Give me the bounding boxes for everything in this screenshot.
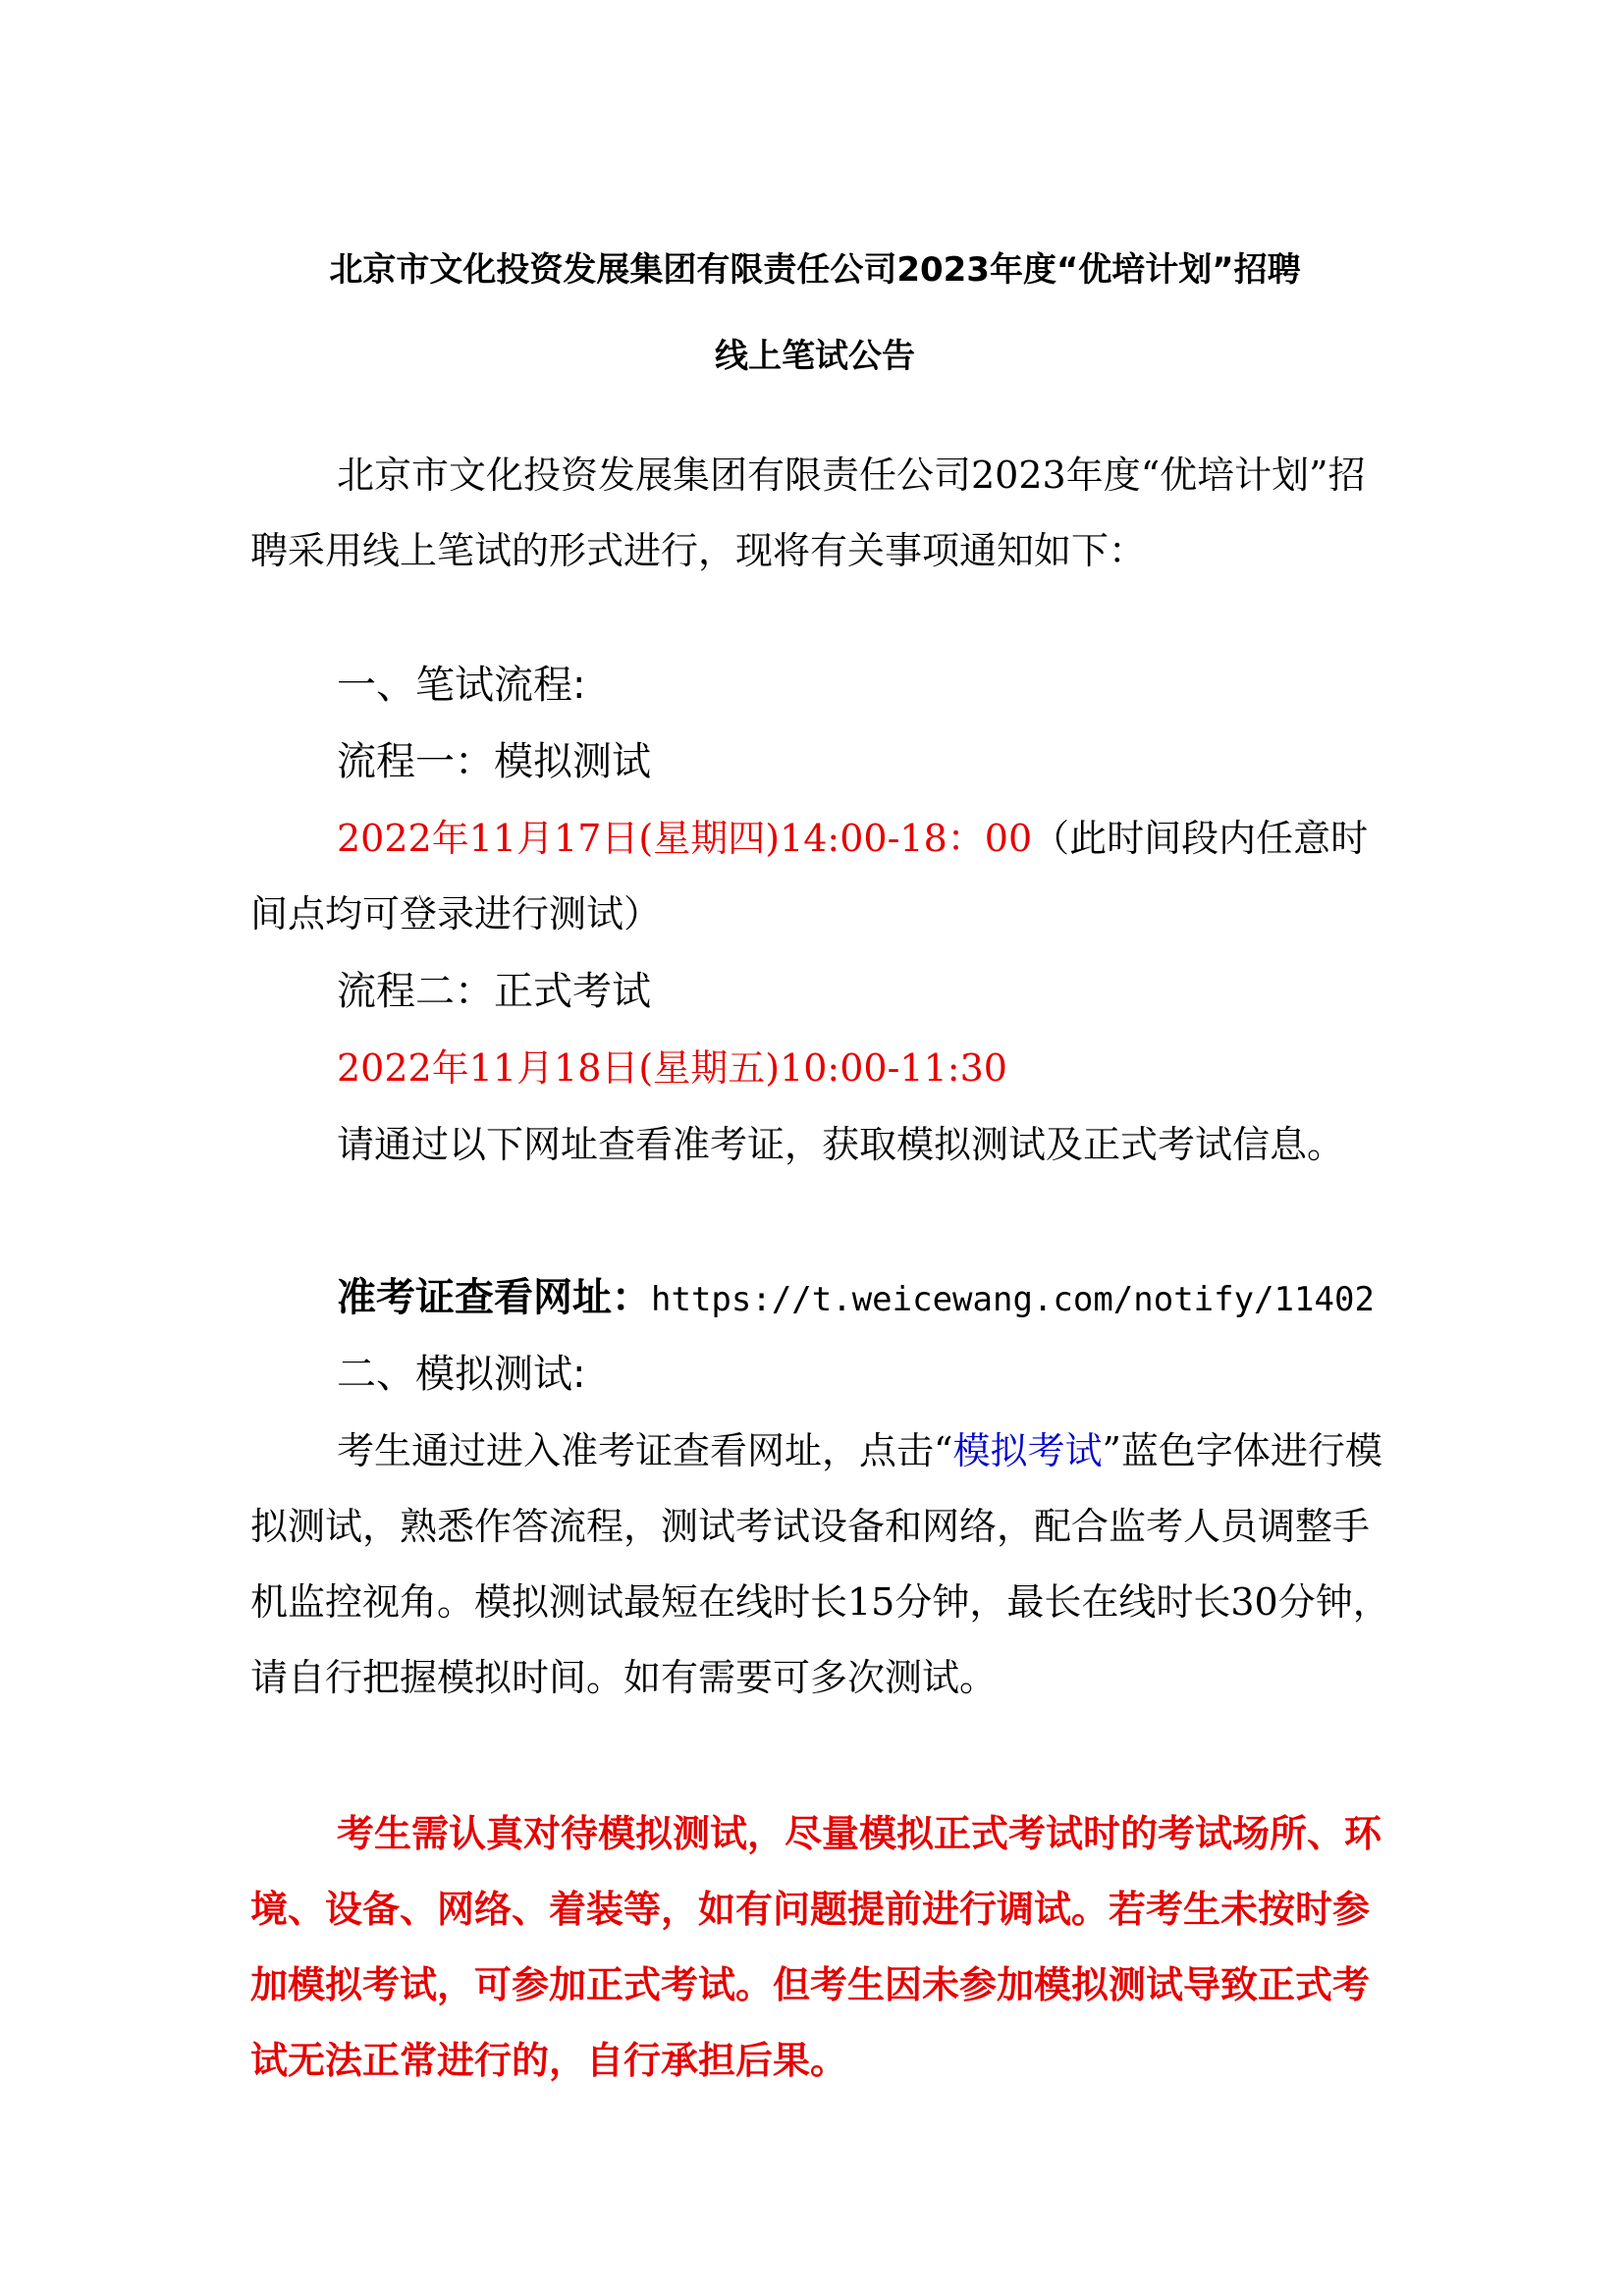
title-line-1: 北京市文化投资发展集团有限责任公司2023年度“优培计划”招聘 [329,250,1301,290]
instruction-paragraph: 请通过以下网址查看准考证，获取模拟测试及正式考试信息。 [337,1123,1345,1166]
step-1-time-note: （此时间段内任意时间点均可登录进行测试） [250,817,1369,935]
step-2-time: 2022年11月18日(星期五)10:00-11:30 [337,1046,1007,1090]
url-label: 准考证查看网址： [337,1275,651,1320]
mock-exam-link[interactable]: 模拟考试 [952,1429,1103,1472]
exam-ticket-url[interactable]: https://t.weicewang.com/notify/11402 [651,1280,1375,1319]
section-1-heading: 一、笔试流程: [337,663,586,708]
step-2-label: 流程二：正式考试 [337,969,651,1014]
step-1-label: 流程一：模拟测试 [337,739,651,784]
section-2-post: ”蓝色字体进行模拟测试，熟悉作答流程，测试考试设备和网络，配合监考人员调整手机监控视角。模拟测试最短在线时长15分钟，最长在线时长30分钟，请自行把握模拟时间。如有需要可多次测试。 [250,1429,1390,1699]
step-1-time: 2022年11月17日(星期四)14:00-18：00 [337,817,1033,860]
warning-paragraph: 考生需认真对待模拟测试，尽量模拟正式考试时的考试场所、环境、设备、网络、着装等，如有问题提前进行调试。若考生未按时参加模拟考试，可参加正式考试。但考生因未参加模拟测试导致正式考试无法正常进行的，自行承担后果。 [250,1812,1382,2082]
intro-paragraph: 北京市文化投资发展集团有限责任公司2023年度“优培计划”招聘采用线上笔试的形式进行，现将有关事项通知如下： [250,454,1366,572]
section-2-heading: 二、模拟测试: [337,1352,586,1397]
section-2-pre: 考生通过进入准考证查看网址，点击“ [337,1429,953,1472]
title-line-2: 线上笔试公告 [715,337,915,376]
url-line [337,1260,1375,1338]
section-2-paragraph [250,1414,1399,1716]
step-1-time-paragraph [250,801,1399,952]
